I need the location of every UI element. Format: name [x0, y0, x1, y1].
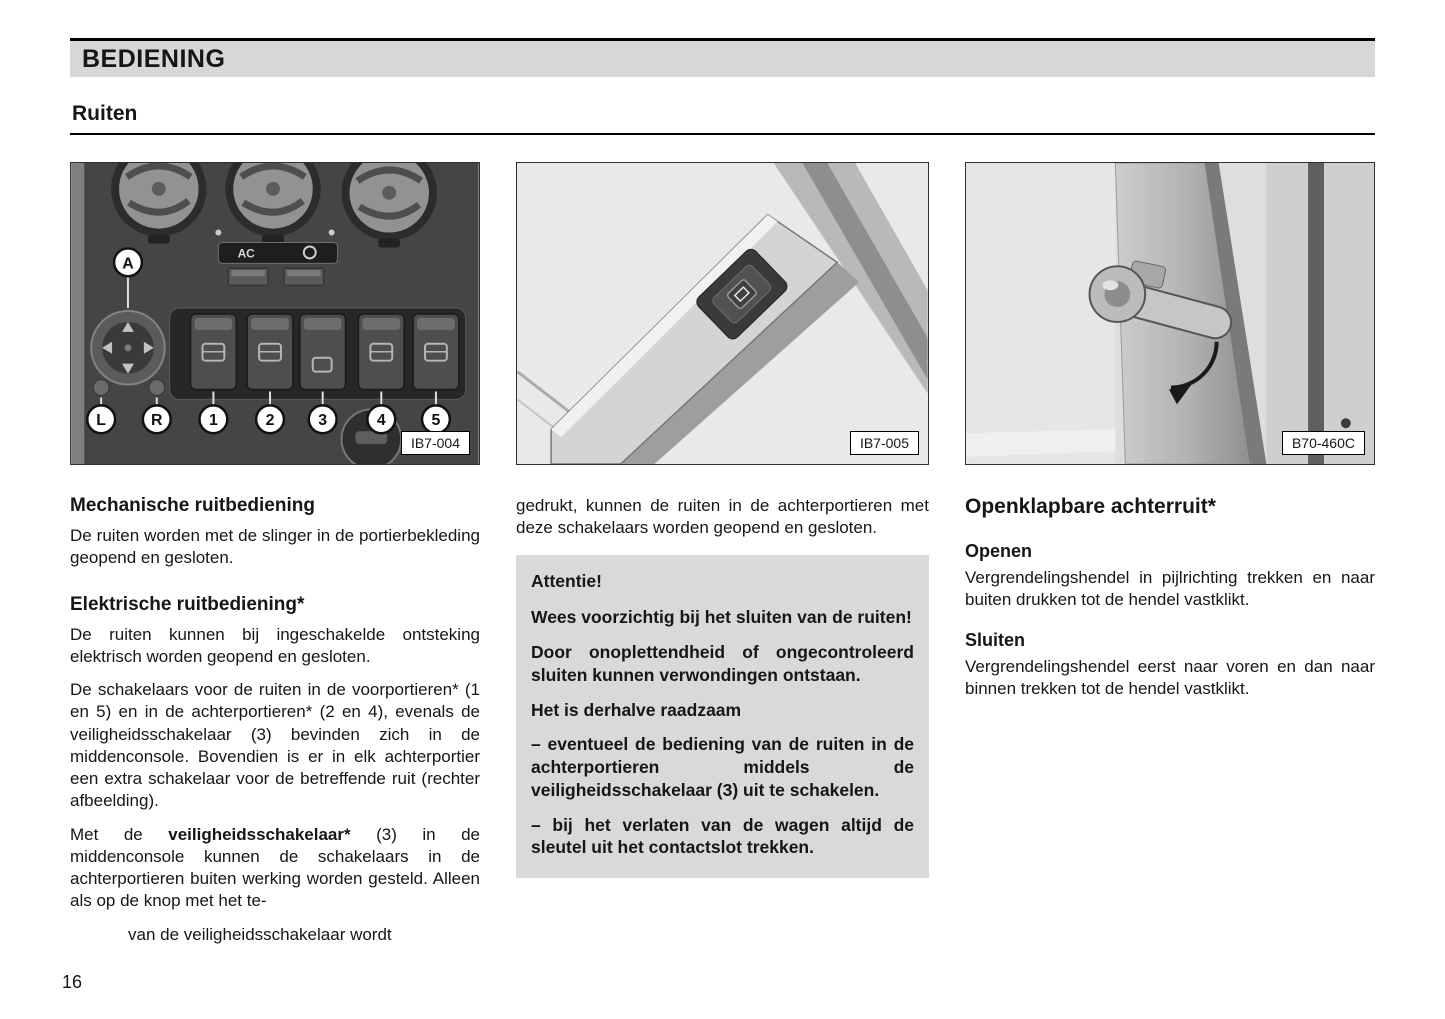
- warning-title: Attentie!: [531, 570, 602, 591]
- paragraph: gedrukt, kunnen de ruiten in de achterportieren met deze schakelaars worden geopend en gesloten.: [516, 496, 929, 538]
- paragraph: Met de veiligheidsschakelaar* (3) in de middenconsole kunnen de schakelaars in de achterportieren buiten werking worden gesteld. Alleen als op de knop met het te-: [70, 824, 480, 911]
- figure-rear-window-latch: [965, 162, 1375, 465]
- window-switch-1: [191, 314, 237, 389]
- svg-text:5: 5: [431, 412, 441, 430]
- column-right: [965, 495, 1375, 711]
- warning-list-item: – eventueel de bediening van de ruiten in de achterportieren middels de veiligheidsschakelaar (3) uit te schakelen.: [531, 734, 914, 800]
- figures-row: [70, 162, 1375, 465]
- page-number: 16: [62, 972, 83, 992]
- mirror-select-left-knob: [93, 380, 109, 396]
- warning-list-item: – bij het verlaten van de wagen altijd de sleutel uit het contactslot trekken.: [531, 814, 914, 858]
- heading-electric-windows: Elektrische ruitbediening*: [70, 593, 305, 615]
- bold-term: veiligheidsschakelaar*: [168, 824, 351, 844]
- window-switch-2: [247, 314, 293, 389]
- svg-text:4: 4: [376, 412, 386, 430]
- safety-switch: [300, 314, 346, 389]
- heading-mechanical-windows: Mechanische ruitbediening: [70, 495, 315, 516]
- heading-folding-rear-window: Openklapbare achterruit*: [965, 495, 1216, 518]
- warning-paragraph: Wees voorzichtig bij het sluiten van de ruiten!: [531, 607, 912, 628]
- manual-page: [70, 38, 1375, 957]
- svg-text:A: A: [122, 255, 134, 273]
- column-middle: [516, 495, 929, 878]
- figure-door-switch: [516, 162, 929, 465]
- section-rule: [70, 133, 1375, 135]
- paragraph: De schakelaars voor de ruiten in de voorportieren* (1 en 5) en in de achterportieren* (2 en 4), evenals de veiligheidsschakelaar (3) bevinden zich in de middenconsole. Bovendien is er in elk achterportier een extra schakelaar voor de betreffende ruit (rechter afbeelding).: [70, 680, 480, 811]
- mirror-select-right-knob: [149, 380, 165, 396]
- window-switch-5: [413, 314, 459, 389]
- chapter-title: BEDIENING: [82, 44, 226, 73]
- svg-text:L: L: [96, 412, 107, 430]
- switch-panel-illustration: [71, 163, 479, 464]
- ac-label: AC: [237, 246, 255, 261]
- latch-illustration: [966, 163, 1374, 464]
- svg-text:1: 1: [208, 412, 218, 430]
- heading-open: Openen: [965, 541, 1033, 561]
- mirror-adjust-knob-icon: [91, 311, 165, 385]
- column-left: [70, 495, 480, 957]
- svg-text:2: 2: [265, 412, 275, 430]
- paragraph: De ruiten kunnen bij ingeschakelde ontsteking elektrisch worden geopend en gesloten.: [70, 624, 480, 666]
- chapter-header: [70, 38, 1375, 77]
- section-title: Ruiten: [72, 102, 138, 125]
- paragraph: De ruiten worden met de slinger in de portierbekleding geopend en gesloten.: [70, 526, 480, 568]
- window-switch-4: [358, 314, 404, 389]
- door-switch-illustration: [517, 163, 928, 464]
- paragraph-fragment: van de veiligheidsschakelaar wordt: [128, 924, 392, 944]
- text-columns: [70, 495, 1375, 957]
- figure-code: IB7-004: [401, 431, 470, 455]
- paragraph: Vergrendelingshendel eerst naar voren en dan naar binnen trekken tot de hendel vastklikt.: [965, 656, 1375, 698]
- figure-switch-panel: [70, 162, 480, 465]
- figure-code: IB7-005: [850, 431, 919, 455]
- warning-paragraph: Het is derhalve raadzaam: [531, 699, 742, 720]
- heading-close: Sluiten: [965, 629, 1026, 650]
- paragraph: Vergrendelingshendel in pijlrichting trekken en naar buiten drukken tot de hendel vastklikt.: [965, 568, 1375, 610]
- figure-code: B70-460C: [1282, 431, 1365, 455]
- svg-text:R: R: [151, 412, 163, 430]
- warning-paragraph: Door onoplettendheid of ongecontroleerd sluiten kunnen verwondingen ontstaan.: [531, 642, 914, 685]
- svg-text:3: 3: [318, 412, 328, 430]
- warning-box: [516, 555, 929, 879]
